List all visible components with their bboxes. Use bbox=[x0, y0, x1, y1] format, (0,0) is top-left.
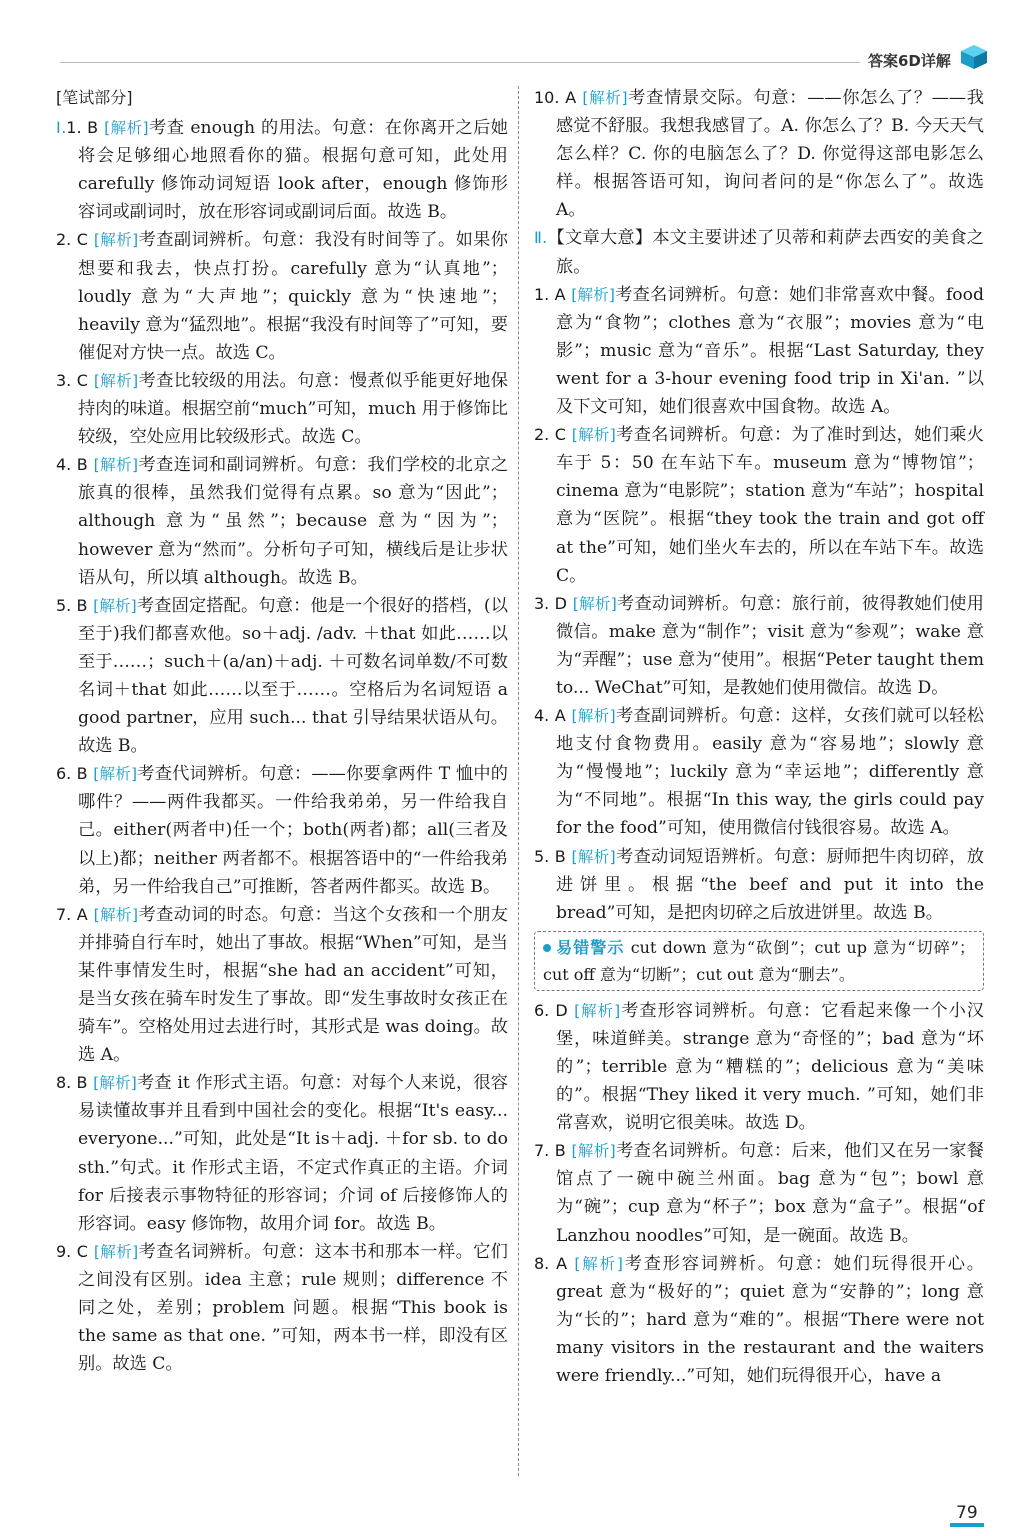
answer-item bbox=[534, 1137, 984, 1249]
answer-item bbox=[56, 592, 508, 761]
analysis-tag: [解析] bbox=[572, 594, 617, 613]
part-roman-numeral: Ⅱ. bbox=[534, 228, 548, 248]
answer-body: 考查固定搭配。句意：他是一个很好的搭档，(以至于)我们都喜欢他。so＋adj. /adv. ＋that 如此……以至于……；such＋(a/an)＋adj. ＋可数名词单数/不可数名词＋that 如此……以至于……。空格后为名词短语 a good partner，应用 such... that 引导结果状语从句。故选 B。 bbox=[78, 595, 508, 757]
header-rule bbox=[60, 62, 860, 63]
analysis-tag: [解析] bbox=[582, 89, 628, 107]
left-column bbox=[56, 84, 508, 1378]
analysis-tag: [解析] bbox=[93, 231, 139, 250]
answer-number: 4. A bbox=[534, 706, 566, 726]
answer-number: 1. B bbox=[66, 118, 99, 138]
warning-title: 易错警示 bbox=[555, 937, 625, 957]
answer-item bbox=[534, 843, 984, 927]
answer-body: 考查比较级的用法。句意：慢煮似乎能更好地保持肉的味道。根据空前“much”可知，much 用于修饰比较级，空处应用比较级形式。故选 C。 bbox=[78, 370, 508, 448]
analysis-tag: [解析] bbox=[571, 847, 616, 866]
answer-item bbox=[56, 226, 508, 366]
answer-item bbox=[534, 702, 984, 842]
answer-body: 考查 enough 的用法。句意：在你离开之后她将会足够细心地照看你的猫。根据句意可知，此处用 carefully 修饰动词短语 look after，enough 修饰形容词或副词时，放在形容词或副词后面。故选 B。 bbox=[78, 118, 508, 223]
answer-number: 8. A bbox=[534, 1253, 568, 1273]
answer-item bbox=[534, 997, 984, 1137]
answer-number: 2. C bbox=[534, 425, 566, 445]
analysis-tag: [解析] bbox=[571, 1142, 616, 1161]
answer-item bbox=[534, 1250, 984, 1390]
analysis-tag: [解析] bbox=[571, 707, 616, 726]
header-title: 答案6D详解 bbox=[868, 52, 951, 70]
answer-item bbox=[56, 901, 508, 1070]
section-title: [笔试部分] bbox=[56, 88, 133, 107]
answer-number: 1. A bbox=[534, 284, 566, 304]
cube-logo-icon bbox=[960, 44, 988, 70]
answer-number: 8. B bbox=[56, 1073, 88, 1093]
page-number: 79 bbox=[950, 1503, 984, 1527]
answer-number: 3. D bbox=[534, 593, 567, 613]
answer-number: 9. C bbox=[56, 1241, 88, 1261]
answer-number: 3. C bbox=[56, 370, 88, 390]
answer-body: 考查名词辨析。句意：她们非常喜欢中餐。food 意为“食物”；clothes 意为“衣服”；movies 意为“电影”；music 意为“音乐”。根据“Last Saturday, they went for a 3-hour evening food trip in Xi'an. ”以及下文可知，她们很喜欢中国食物。故选 A。 bbox=[556, 284, 985, 418]
answer-body: 考查 it 作形式主语。句意：对每个人来说，很容易读懂故事并且看到中国社会的变化。根据“It's easy... everyone...”可知，此处是“It is＋adj. ＋for sb. to do sth.”句式。it 作形式主语，不定式作真正的主语。介词 for 后接表示事物特征的形容词；介词 of 后接修饰人的形容词。easy 修饰物，故用介词 for。故选 B。 bbox=[78, 1073, 508, 1234]
answer-body: 考查副词辨析。句意：这样，女孩们就可以轻松地支付食物费用。easily 意为“容易地”；slowly 意为“慢慢地”；luckily 意为“幸运地”；differently 意为“不同地”。根据“In this way, the girls could pay for the food”可知，使用微信付钱很容易。故选 A。 bbox=[556, 706, 984, 839]
summary-text: 【文章大意】本文主要讲述了贝蒂和莉萨去西安的美食之旅。 bbox=[547, 228, 984, 277]
answer-number: 2. C bbox=[56, 230, 88, 250]
answer-item bbox=[56, 114, 508, 226]
analysis-tag: [解析] bbox=[104, 119, 149, 138]
column-divider bbox=[518, 86, 519, 1476]
answer-body: 考查副词辨析。句意：我没有时间等了。如果你想要和我去，快点打扮。carefully 意为“认真地”；loudly 意为“大声地”；quickly 意为“快速地”；heavily 意为“猛烈地”。根据“我没有时间等了”可知，要催促对方快一点。故选 C。 bbox=[78, 230, 508, 363]
analysis-tag: [解析] bbox=[571, 285, 615, 304]
answer-item bbox=[534, 281, 984, 421]
right-answer-list-b bbox=[534, 997, 984, 1390]
answer-body: 考查代词辨析。句意：——你要拿两件 T 恤中的哪件？——两件我都买。一件给我弟弟，另一件给我自己。either(两者中)任一个；both(两者)都；all(三者及以上)都；neither 两者都不。根据答语中的“一件给我弟弟，另一件给我自己”可推断，答者两件都买。故选 B。 bbox=[78, 764, 508, 897]
error-warning-box bbox=[534, 931, 984, 991]
analysis-tag: [解析] bbox=[574, 1001, 621, 1020]
answer-body: 考查连词和副词辨析。句意：我们学校的北京之旅真的很棒，虽然我们觉得有点累。so 意为“因此”；although 意为“虽然”；because 意为“因为”；however 意为“然而”。分析句子可知，横线后是让步状语从句，所以填 although。故选 B。 bbox=[78, 455, 509, 588]
answer-number: 5. B bbox=[534, 846, 566, 866]
answer-body: 考查形容词辨析。句意：它看起来像一个小汉堡，味道鲜美。strange 意为“奇怪的”；bad 意为“坏的”；terrible 意为“糟糕的”；delicious 意为“美味的”。根据“They liked it very much. ”可知，她们非常喜欢，说明它很美味。故选 D。 bbox=[556, 1000, 984, 1134]
analysis-tag: [解析] bbox=[93, 456, 139, 475]
answer-item bbox=[56, 1069, 508, 1238]
analysis-tag: [解析] bbox=[93, 1242, 139, 1261]
passage-summary bbox=[534, 224, 984, 280]
answer-number: 4. B bbox=[56, 455, 88, 475]
right-column bbox=[534, 84, 984, 1390]
answer-body: 考查动词的时态。句意：当这个女孩和一个朋友并排骑自行车时，她出了事故。根据“When”可知，是当某件事情发生时，根据“she had an accident”可知，是当女孩在骑车时发生了事故。即“发生事故时女孩正在骑车”。空格处用过去进行时，其形式是 was doing。故选 A。 bbox=[78, 904, 508, 1066]
answer-item bbox=[56, 451, 508, 591]
analysis-tag: [解析] bbox=[93, 905, 139, 924]
left-answer-list bbox=[56, 114, 508, 1378]
answer-number: 7. A bbox=[56, 904, 88, 924]
analysis-tag: [解析] bbox=[571, 426, 616, 445]
analysis-tag: [解析] bbox=[93, 596, 137, 615]
analysis-tag: [解析] bbox=[93, 765, 138, 784]
answer-item bbox=[534, 590, 984, 702]
answer-item bbox=[56, 367, 508, 451]
analysis-tag: [解析] bbox=[93, 1074, 137, 1093]
analysis-tag: [解析] bbox=[574, 1254, 623, 1273]
answer-number: 5. B bbox=[56, 595, 88, 615]
right-answer-list-a bbox=[534, 281, 984, 927]
answer-number: 6. B bbox=[56, 764, 88, 784]
answer-body: 考查名词辨析。句意：这本书和那本一样。它们之间没有区别。idea 主意；rule 规则；difference 不同之处，差别；problem 问题。根据“This book is the same as that one. ”可知，两本书一样，即没有区别。故选 C。 bbox=[78, 1241, 508, 1375]
answer-body: 考查名词辨析。句意：后来，他们又在另一家餐馆点了一碗中碗兰州面。bag 意为“包”；bowl 意为“碗”；cup 意为“杯子”；box 意为“盒子”。根据“of Lanzhou noodles”可知，是一碗面。故选 B。 bbox=[556, 1141, 984, 1246]
answer-number: 10. A bbox=[534, 88, 577, 107]
answer-body: 考查情景交际。句意：——你怎么了？——我感觉不舒服。我想我感冒了。A. 你怎么了？B. 今天天气怎么样？C. 你的电脑怎么了？D. 你觉得这部电影怎么样。根据答语可知，询问者问的是“你怎么了”。故选 A。 bbox=[556, 88, 984, 221]
answer-body: 考查形容词辨析。句意：她们玩得很开心。great 意为“极好的”；quiet 意为“安静的”；long 意为“长的”；hard 意为“难的”。根据“There were not many visitors in the restaurant and the waiters were friendly...”可知，她们玩得很开心，have a bbox=[556, 1253, 984, 1387]
answer-number: 7. B bbox=[534, 1141, 566, 1161]
answer-item bbox=[56, 1238, 508, 1378]
warning-body: cut down 意为“砍倒”；cut up 意为“切碎”；cut off 意为“切断”；cut out 意为“删去”。 bbox=[543, 937, 975, 984]
answer-item bbox=[534, 421, 984, 590]
warning-dot-icon bbox=[543, 944, 551, 952]
answer-body: 考查动词辨析。句意：旅行前，彼得教她们使用微信。make 意为“制作”；visit 意为“参观”；wake 意为“弄醒”；use 意为“使用”。根据“Peter taught them to... WeChat”可知，是教她们使用微信。故选 D。 bbox=[556, 593, 984, 698]
answer-body: 考查动词短语辨析。句意：厨师把牛肉切碎，放进饼里。根据“the beef and put it into the bread”可知，是把肉切碎之后放进饼里。故选 B。 bbox=[556, 846, 984, 923]
answer-number: 6. D bbox=[534, 1000, 568, 1020]
answer-item bbox=[534, 84, 984, 224]
analysis-tag: [解析] bbox=[93, 371, 139, 390]
answer-body: 考查名词辨析。句意：为了准时到达，她们乘火车于 5：50 在车站下车。museum 意为“博物馆”；cinema 意为“电影院”；station 意为“车站”；hospital 意为“医院”。根据“they took the train and got off at the”可知，她们坐火车去的，所以在车站下车。故选 C。 bbox=[556, 425, 984, 586]
part-roman-numeral: Ⅰ. bbox=[56, 118, 67, 138]
answer-item bbox=[56, 760, 508, 900]
